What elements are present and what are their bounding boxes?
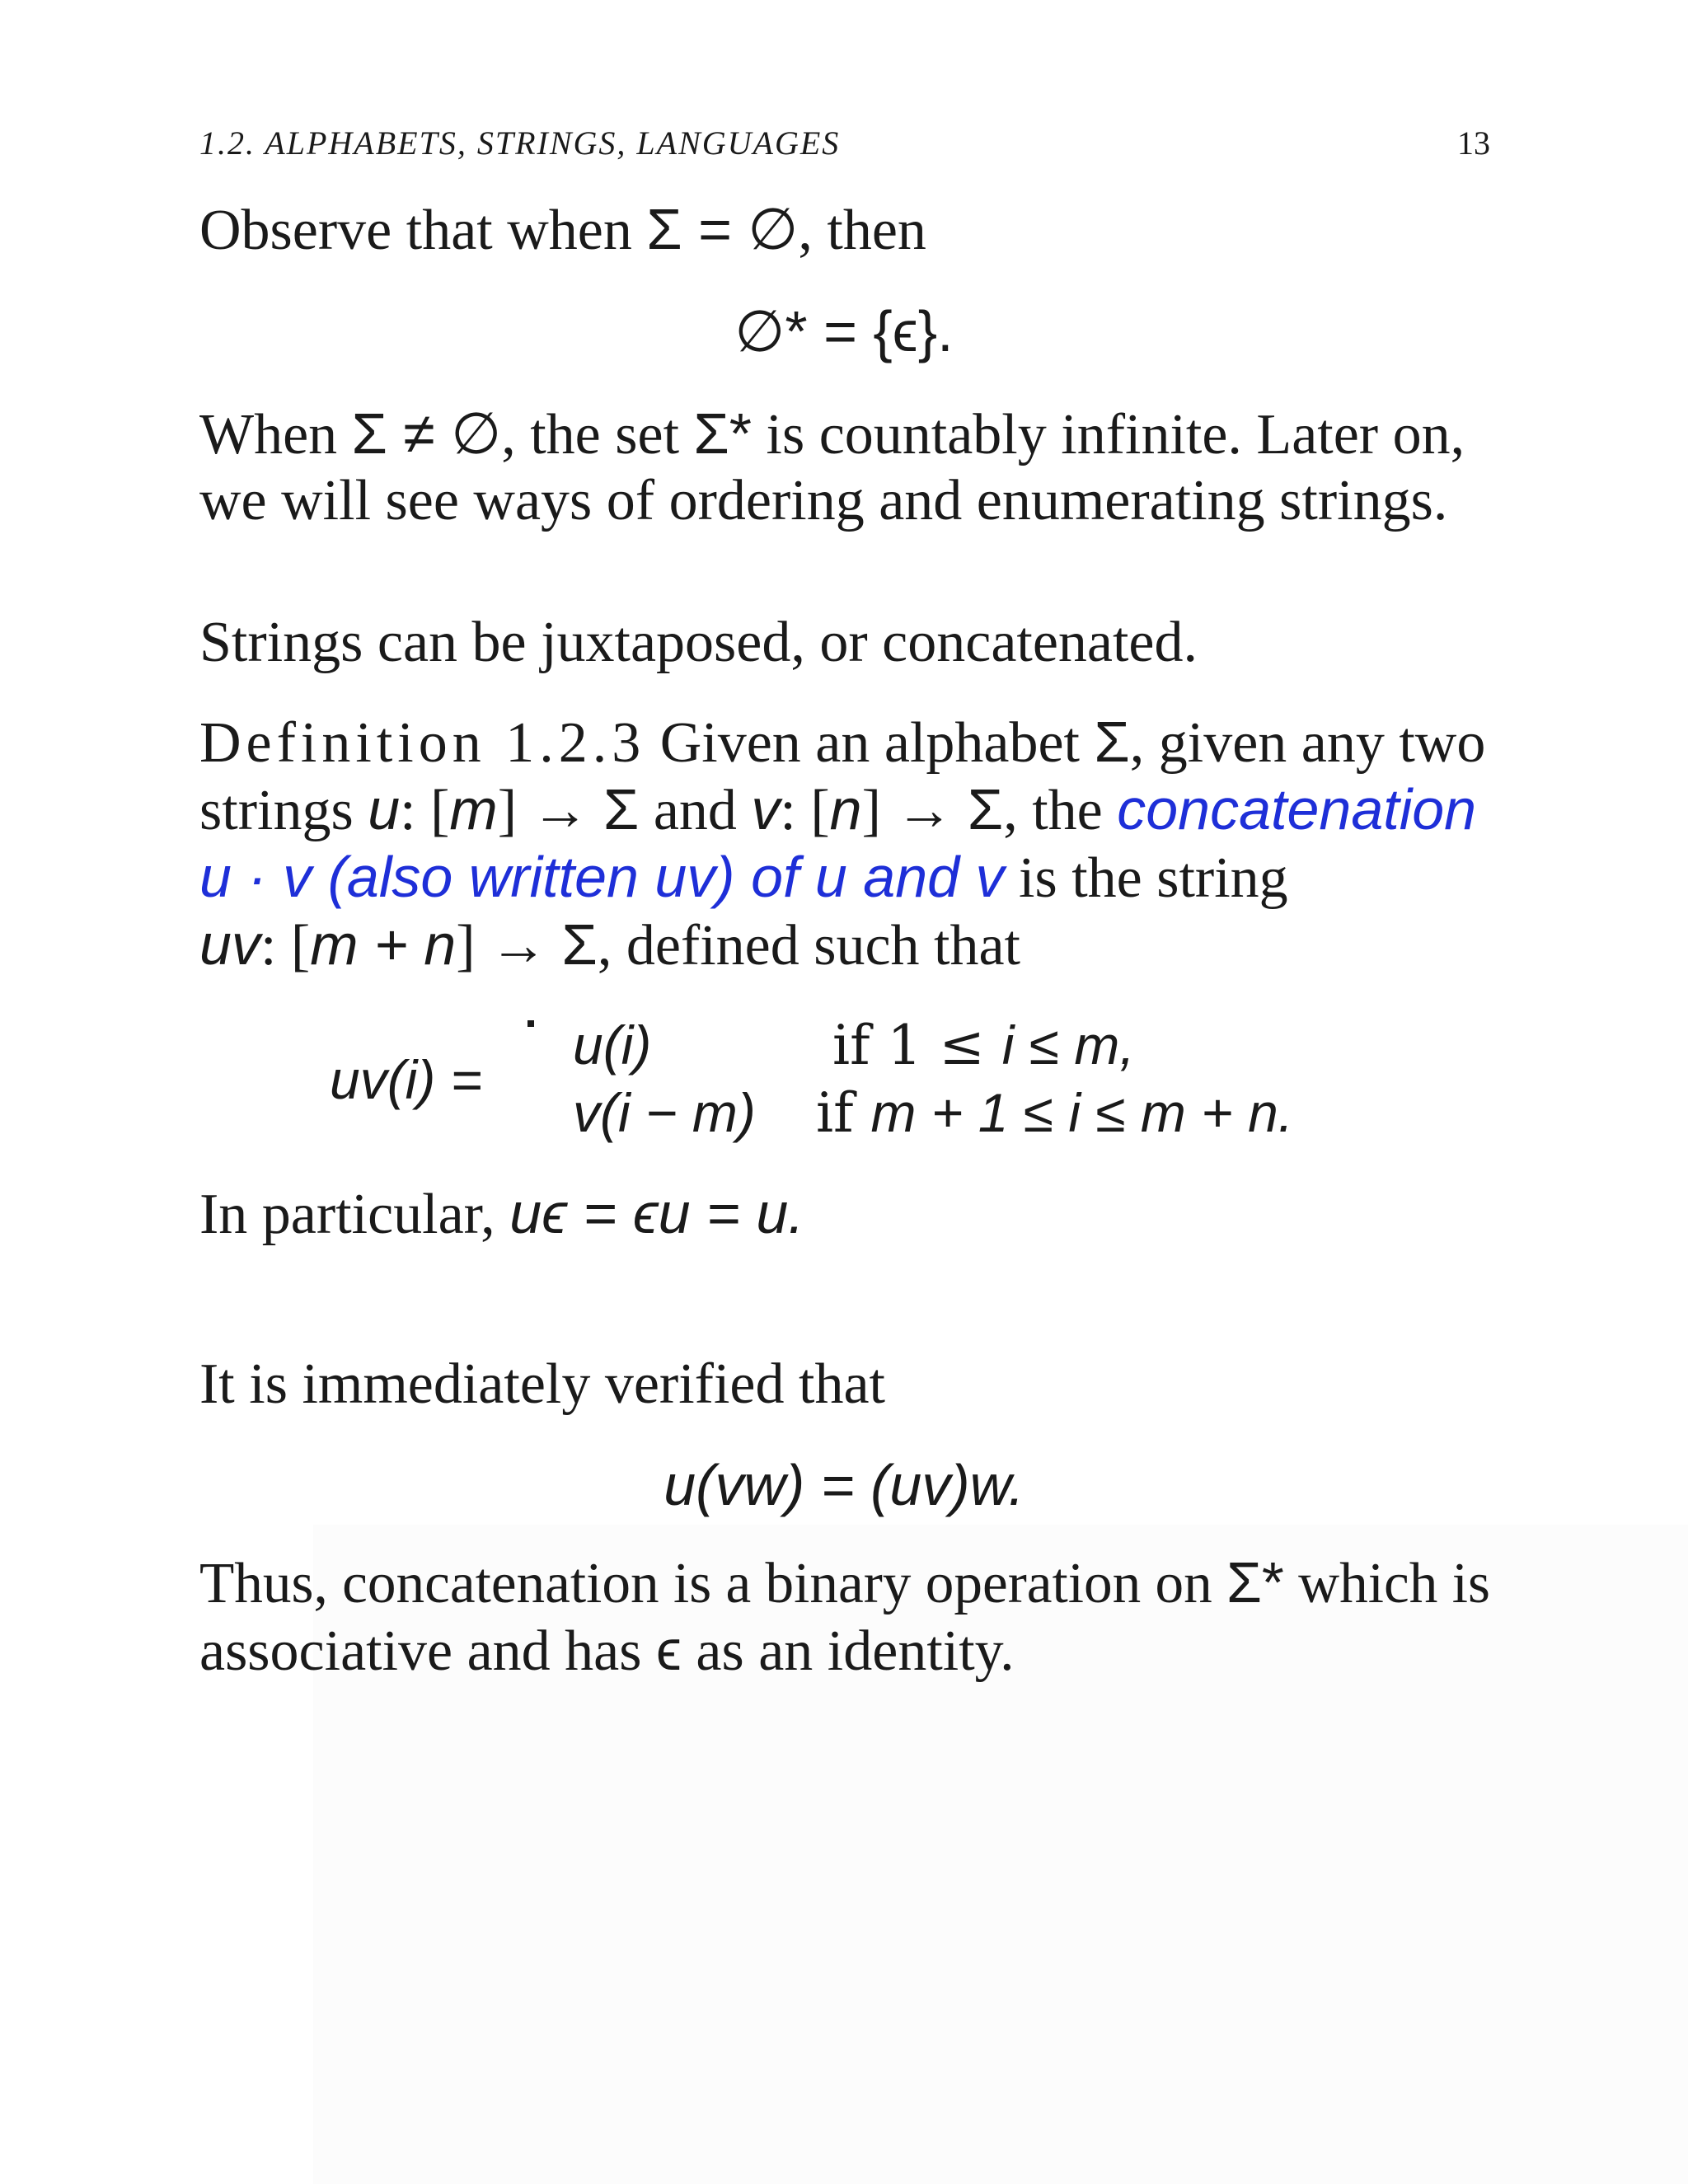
paragraph-in-particular <box>199 1180 804 1248</box>
case1-condition <box>832 1012 1135 1080</box>
text: ] → <box>861 779 968 842</box>
text: if <box>816 1081 871 1145</box>
definition-line2 <box>199 776 1476 844</box>
sigma-symbol: Σ <box>967 777 1004 841</box>
page-number: 13 <box>1457 124 1490 162</box>
var-m: m <box>449 777 498 841</box>
display-equation-emptyset-star <box>0 298 1688 364</box>
text: Given an alphabet <box>645 711 1095 775</box>
text: : [ <box>260 914 311 977</box>
text: In particular, <box>199 1183 510 1246</box>
case2-expression: v(i − m) <box>573 1082 756 1143</box>
math: m + 1 ≤ i ≤ m + n. <box>870 1082 1294 1143</box>
expr-m-plus-n: m + n <box>310 912 457 977</box>
text: ] → <box>456 914 562 977</box>
text: Observe that when <box>199 199 647 262</box>
sigma-symbol: Σ <box>603 777 640 841</box>
emptyset-symbol: ∅ <box>748 197 799 261</box>
math: uϵ = ϵu = u. <box>509 1181 804 1245</box>
text: : [ <box>400 779 450 842</box>
brace-mark <box>528 1020 534 1027</box>
text: which is <box>1283 1552 1490 1615</box>
epsilon-symbol: ϵ <box>655 1618 682 1682</box>
sigma-symbol: Σ <box>1094 710 1130 774</box>
definition-line4 <box>199 912 1020 979</box>
cases-lhs: uv(i) = <box>330 1049 483 1110</box>
case2-condition <box>816 1080 1293 1147</box>
emptyset-symbol: ∅ <box>451 401 502 466</box>
var-u: u <box>368 777 401 841</box>
paragraph-strings: Strings can be juxtaposed, or concatenated. <box>199 611 1198 674</box>
text: When <box>199 403 352 466</box>
paragraph-thus-line2 <box>199 1617 1015 1685</box>
definition-line1 <box>199 709 1485 776</box>
sigma-star: Σ* <box>1226 1550 1284 1615</box>
text: , the <box>1003 779 1118 842</box>
text: , then <box>798 199 926 262</box>
definition-label: Definition 1.2.3 <box>199 711 646 775</box>
term-concatenation: concatenation <box>1117 777 1477 841</box>
equals: = <box>682 197 748 261</box>
text: strings <box>199 779 368 842</box>
text: Thus, concatenation is a binary operation on <box>199 1552 1227 1615</box>
text: as an identity. <box>681 1619 1015 1683</box>
text: : [ <box>780 779 830 842</box>
var-v: v <box>751 777 781 841</box>
var-uv: uv <box>199 912 260 977</box>
text: associative and has <box>199 1619 656 1683</box>
paragraph-when-line2: we will see ways of ordering and enumerating strings. <box>199 469 1448 532</box>
text: if 1 ≤ <box>832 1014 1002 1077</box>
text: , defined such that <box>597 914 1021 977</box>
sigma-symbol: Σ <box>351 401 387 466</box>
term-definition: u · v (also written uv) of u and v <box>199 845 1005 909</box>
text: and <box>639 779 752 842</box>
paragraph-when-line1 <box>199 401 1465 468</box>
paragraph-immediately: It is immediately verified that <box>199 1352 885 1416</box>
eq-rhs: {ϵ}. <box>873 299 954 363</box>
math: i ≤ m, <box>1001 1015 1135 1076</box>
eq-sign: = <box>807 299 874 363</box>
var-n: n <box>829 777 862 841</box>
sigma-star: Σ* <box>693 401 753 466</box>
not-equal: ≠ <box>387 401 452 466</box>
text: is the string <box>1004 846 1288 910</box>
paragraph-thus-line1 <box>199 1549 1490 1617</box>
text: , given any two <box>1129 711 1486 775</box>
text: , the set <box>501 403 694 466</box>
eq-lhs: ∅* <box>734 299 808 363</box>
text: ] → <box>497 779 604 842</box>
running-title: 1.2. ALPHABETS, STRINGS, LANGUAGES <box>199 124 841 162</box>
definition-line3 <box>199 844 1288 912</box>
case1-expression: u(i) <box>573 1015 652 1076</box>
paragraph-observe <box>199 196 926 264</box>
display-equation-associativity: u(vw) = (uv)w. <box>663 1453 1025 1517</box>
sigma-symbol: Σ <box>646 197 682 261</box>
sigma-symbol: Σ <box>561 912 598 977</box>
text: is countably infinite. Later on, <box>752 403 1465 466</box>
